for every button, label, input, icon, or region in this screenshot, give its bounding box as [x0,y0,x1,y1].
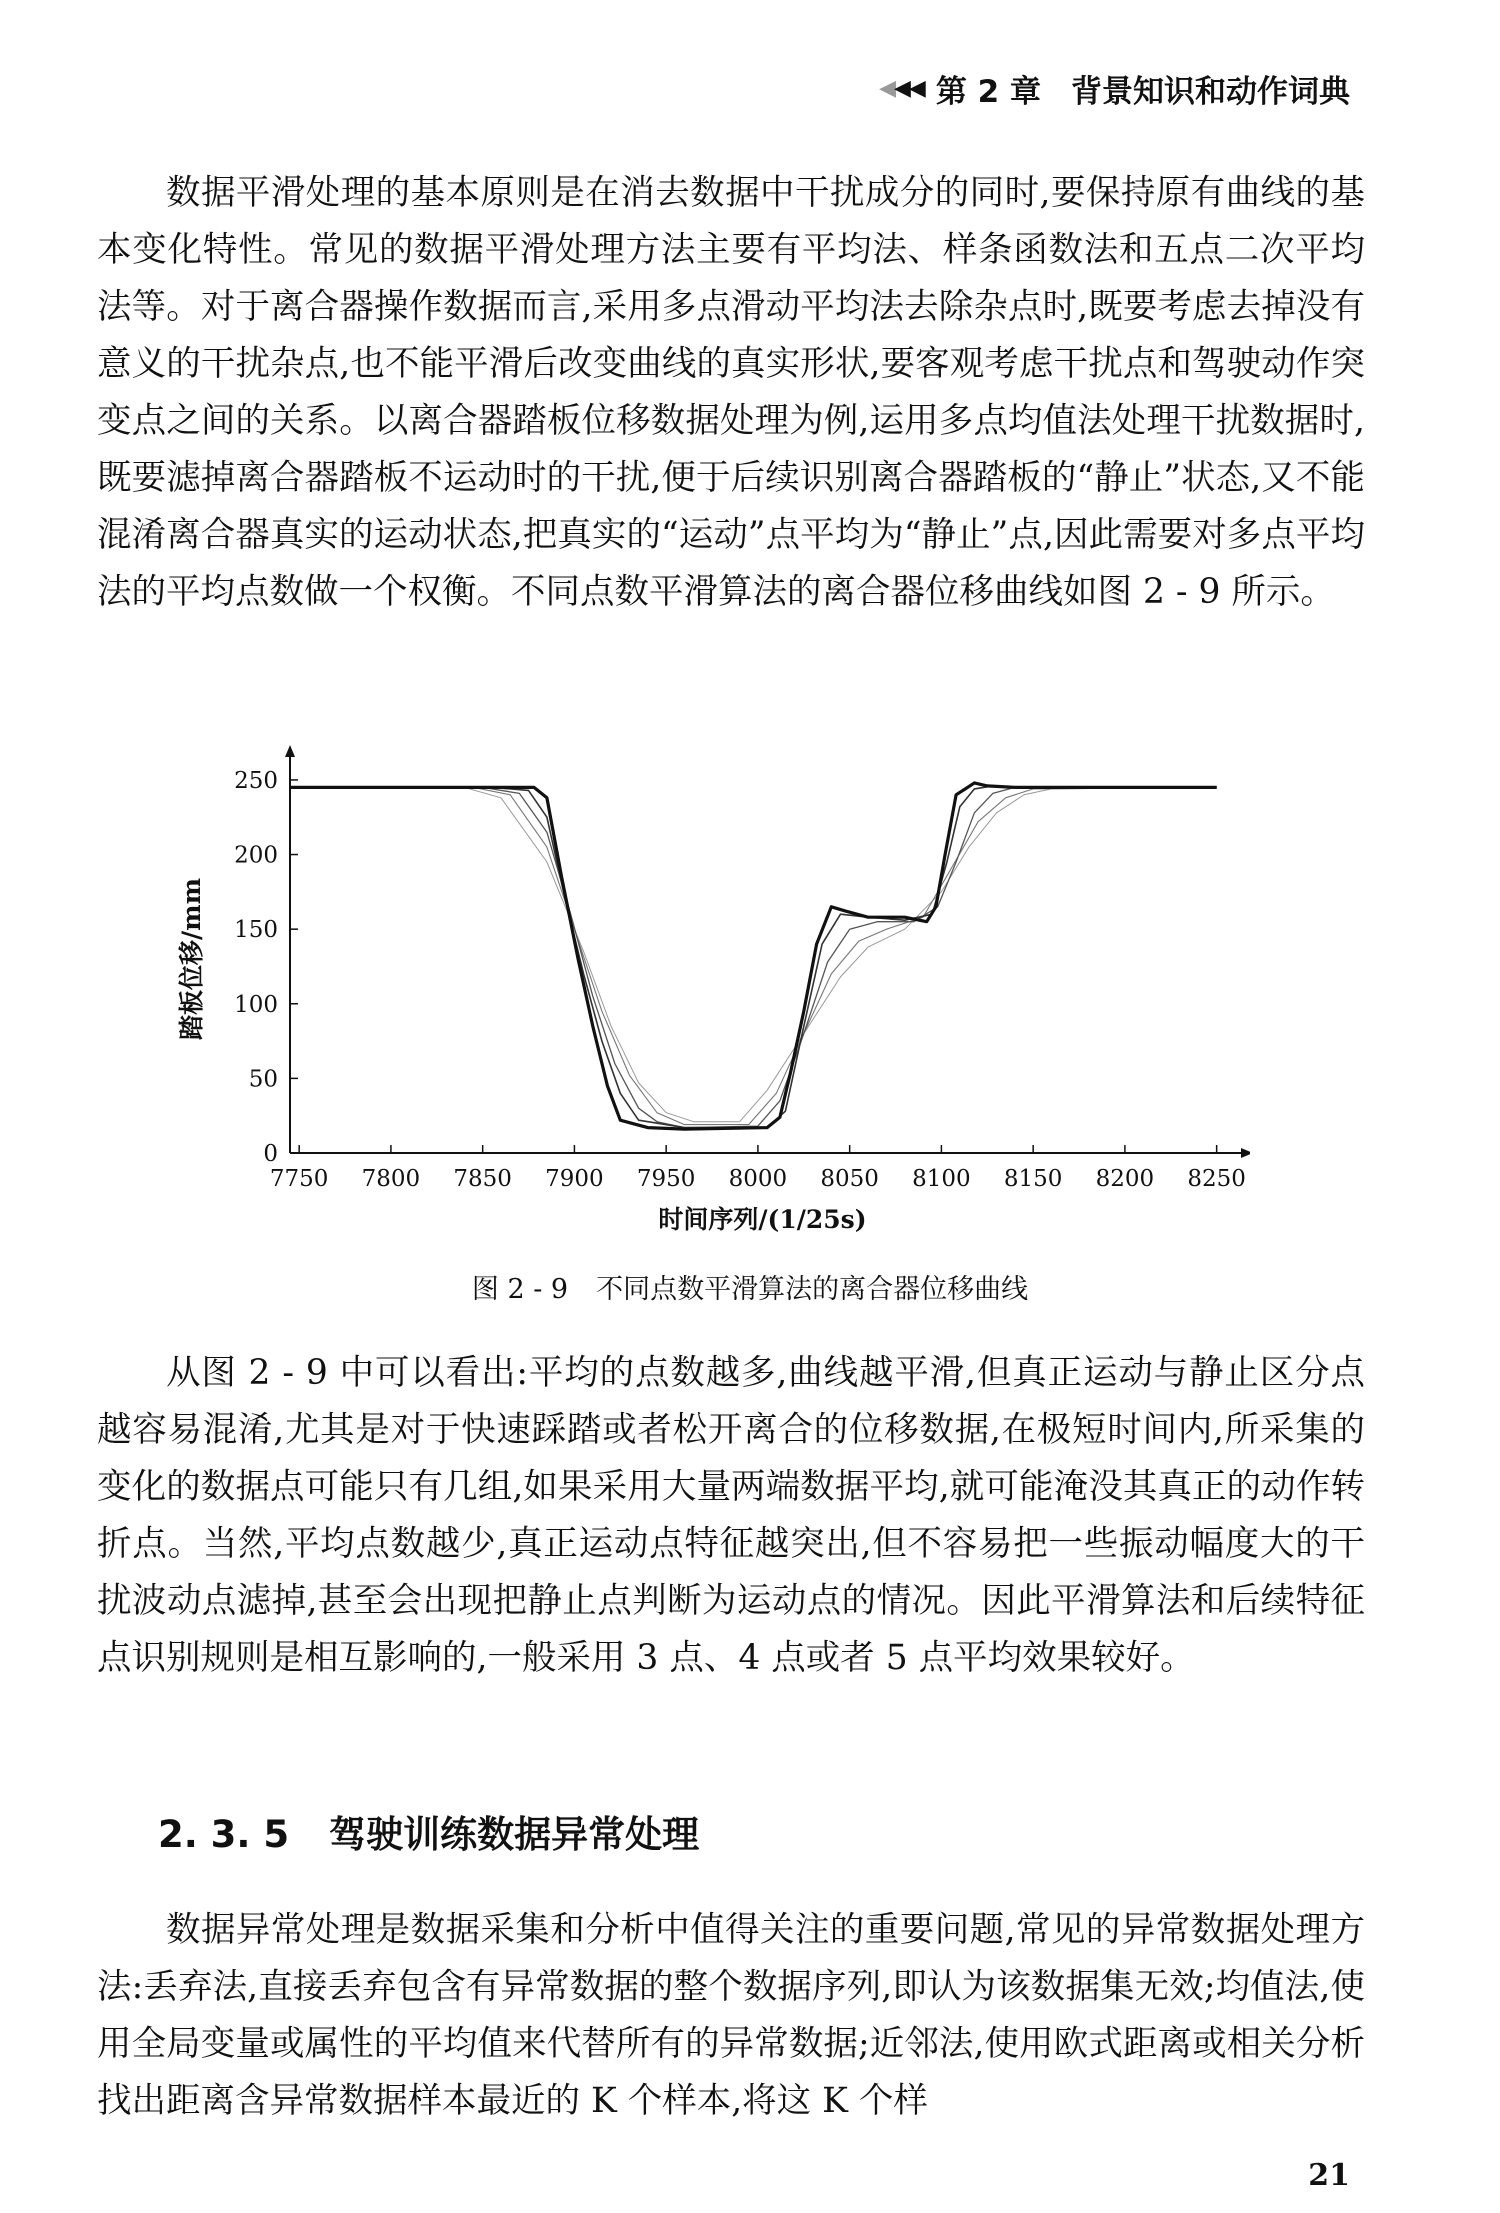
y-axis-label: 踏板位移/mm [177,877,206,1041]
figure-caption-text: 不同点数平滑算法的离合器位移曲线 [596,1274,1029,1305]
section-heading [158,1804,699,1858]
y-axis-arrow-icon [285,745,295,757]
x-tick-label: 7750 [269,1166,329,1192]
figure-2-9 [150,745,1250,1269]
x-tick-label: 8000 [728,1166,788,1192]
figure-number: 图 2 - 9 [471,1274,569,1305]
chapter-title: 背景知识和动作词典 [1071,74,1350,110]
x-tick-label: 7850 [453,1166,512,1192]
y-tick-label: 50 [248,1066,278,1093]
x-tick-label: 8050 [820,1166,879,1192]
y-tick-label: 100 [234,991,278,1018]
x-tick-label: 8250 [1187,1166,1246,1192]
x-tick-label: 8150 [1003,1166,1063,1192]
running-head [879,66,1350,111]
y-tick-label: 250 [234,767,278,794]
x-axis-arrow-icon [1241,1148,1250,1158]
series-line-4 [290,787,1217,1124]
section-number: 2. 3. 5 [158,1813,290,1856]
x-tick-label: 7900 [545,1166,604,1192]
displacement-chart [150,745,1250,1265]
paragraph-anomaly: 数据异常处理是数据采集和分析中值得关注的重要问题,常见的异常数据处理方法:丢弃法,直接丢弃包含有异常数据的整个数据序列,即认为该数据集无效;均值法,使用全局变量或属性的平均值来代替所有的异常数据;近邻法,使用欧式距离或相关分析找出距离含异常数据样本最近的 K 个样本,将这 K 个样 [97,1910,1365,2121]
series-line-2 [290,786,1217,1128]
x-tick-label: 7950 [636,1166,696,1192]
section-title: 驾驶训练数据异常处理 [329,1813,700,1856]
series-line-5 [290,787,1217,1121]
chapter-arrows-icon: ◀◀◀ [879,76,924,101]
figure-caption [0,1267,1500,1306]
series-line-1 [290,783,1217,1129]
y-tick-label: 0 [263,1141,278,1167]
y-tick-label: 150 [234,917,278,944]
x-tick-label: 7800 [361,1166,421,1192]
y-tick-label: 200 [234,842,278,869]
series-line-3 [290,787,1217,1127]
paragraph-smoothing: 数据平滑处理的基本原则是在消去数据中干扰成分的同时,要保持原有曲线的基本变化特性。常见的数据平滑处理方法主要有平均法、样条函数法和五点二次平均法等。对于离合器操作数据而言,采用多点滑动平均法去除杂点时,既要考虑去掉没有意义的干扰杂点,也不能平滑后改变曲线的真实形状,要客观考虑干扰点和驾驶动作突变点之间的关系。以离合器踏板位移数据处理为例,运用多点均值法处理干扰数据时,既要滤掉离合器踏板不运动时的干扰,便于后续识别离合器踏板的“静止”状态,又不能混淆离合器真实的运动状态,把真实的“运动”点平均为“静止”点,因此需要对多点平均法的平均点数做一个权衡。不同点数平滑算法的离合器位移曲线如图 2 - 9 所示。 [97,173,1365,612]
page-number: 21 [1308,2158,1350,2193]
paragraph-analysis: 从图 2 - 9 中可以看出:平均的点数越多,曲线越平滑,但真正运动与静止区分点越容易混淆,尤其是对于快速踩踏或者松开离合的位移数据,在极短时间内,所采集的变化的数据点可能只有几组,如果采用大量两端数据平均,就可能淹没其真正的动作转折点。当然,平均点数越少,真正运动点特征越突出,但不容易把一些振动幅度大的干扰波动点滤掉,甚至会出现把静止点判断为运动点的情况。因此平滑算法和后续特征点识别规则是相互影响的,一般采用 3 点、4 点或者 5 点平均效果较好。 [97,1353,1365,1678]
chapter-label: 第 2 章 [935,74,1041,110]
x-axis-label: 时间序列/(1/25s) [658,1205,867,1234]
x-tick-label: 8100 [912,1166,971,1192]
x-tick-label: 8200 [1095,1166,1155,1192]
